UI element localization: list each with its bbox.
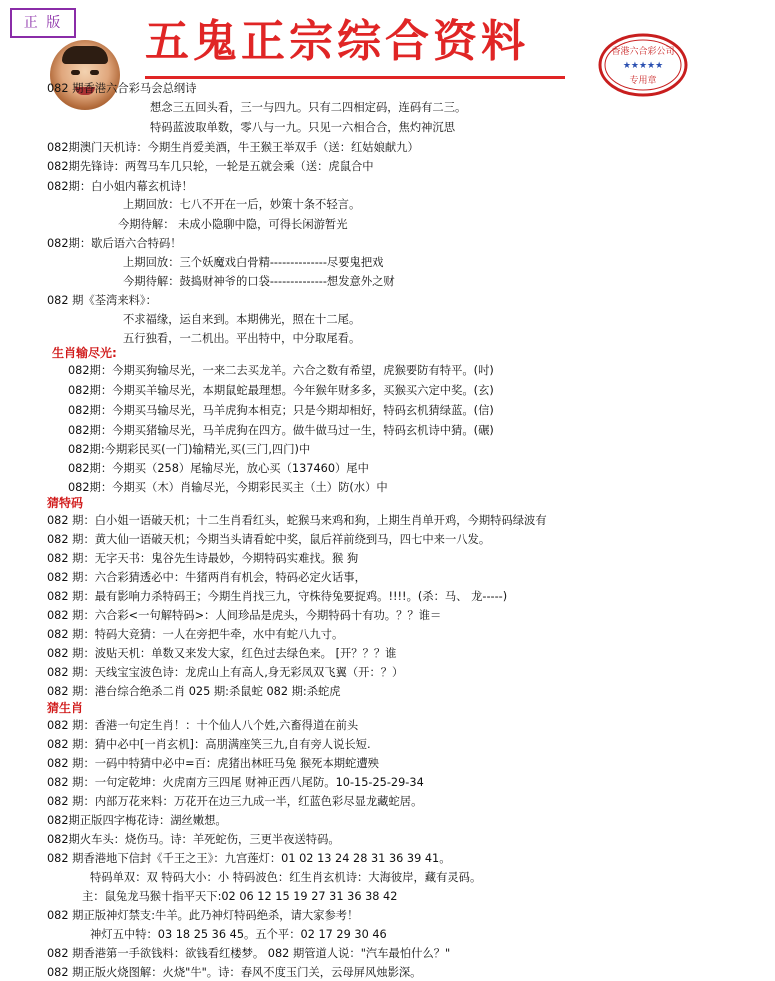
text-line: 082 期：猜中必中[一肖玄机]：高朋满座笑三九,自有旁人说长短.: [47, 738, 371, 751]
portrait-avatar: [50, 40, 120, 110]
seal-stars: ★★★★★: [622, 61, 664, 71]
text-line: 082 期香港第一手欲钱料：欲钱看红楼梦。 082 期管道人说："汽车最怕什么？": [47, 947, 451, 960]
text-line: 082期火车头：烧伤马。诗：羊死蛇伤，三更半夜送特码。: [47, 833, 340, 846]
section-header-guess-zodiac: 猜生肖: [47, 701, 84, 715]
text-line: 082 期：一句定乾坤：火虎南方三四尾 财神正西八尾防。10-15-25-29-34: [47, 776, 424, 789]
text-line: 082期：今期买马输尽光，马羊虎狗本相克；只是今期却相好，特码玄机猜绿蓝。(信): [68, 404, 494, 417]
section-header-guess-number: 猜特码: [47, 496, 84, 510]
version-badge: 正 版: [10, 8, 76, 38]
text-line: 082期：今期买羊输尽光，本期鼠蛇最理想。今年猴年财多多，买猴买六定中奖。(玄): [68, 384, 494, 397]
page-title: 五鬼正宗综合资料: [145, 16, 565, 79]
text-line: 082 期：港台综合绝杀二肖 025 期:杀鼠蛇 082 期:杀蛇虎: [47, 685, 341, 698]
text-line: 082 期香港地下信封《千王之王》：九宫莲灯：01 02 13 24 28 31 36 39 41。: [47, 852, 451, 865]
text-line: 特码蓝波取单数，零八与一九。只见一六相合合，焦灼神沉思: [150, 121, 456, 134]
text-line: 082 期：内部万花来料：万花开在边三九成一半，红蓝色彩尽显龙藏蛇居。: [47, 795, 423, 808]
text-line: 082期：今期买猪输尽光，马羊虎狗在四方。做牛做马过一生，特码玄机诗中猜。(碾): [68, 424, 494, 437]
text-line: 082期：今期买（木）肖输尽光，今期彩民买主（土）防(水）中: [68, 481, 388, 494]
text-line: 082期:今期彩民买(一门)输精光,买(三门,四门)中: [68, 443, 311, 456]
text-line: 082 期《荃湾来料》：: [47, 294, 157, 307]
text-line: 082 期：无字天书：鬼谷先生诗最妙，今期特码实难找。猴 狗: [47, 552, 359, 565]
text-line: 082 期：天线宝宝波色诗：龙虎山上有高人,身无彩凤双飞翼（开：？）: [47, 666, 404, 679]
text-line: 082 期正版神灯禁支:牛羊。此乃神灯特码绝杀，请大家参考！: [47, 909, 359, 922]
text-line: 082 期：香港一句定生肖！：十个仙人八个姓,六畜得道在前头: [47, 719, 359, 732]
text-line: 今期待解：鼓捣财神爷的口袋--------------想发意外之财: [123, 275, 395, 288]
text-line: 082期正版四字梅花诗：湖丝嫩想。: [47, 814, 227, 827]
text-line: 082 期：六合彩<一句解特码>：人间珍品是虎头，今期特码十有功。？？谁＝: [47, 609, 442, 622]
text-line: 082期：歇后语六合特码！: [47, 237, 182, 250]
text-line: 082期：今期买（258）尾输尽光，放心买（137460）尾中: [68, 462, 369, 475]
seal-top-text: 香港六合彩公司: [611, 47, 675, 57]
section-header-zodiac-lose: 生肖输尽光:: [52, 346, 117, 360]
seal-bottom-text: 专用章: [629, 76, 657, 86]
text-line: 082 期：波贴天机：单数又来发大家，红色过去绿色来。 [开？？？谁: [47, 647, 397, 660]
text-line: 082 期正版火烧图解：火烧"牛"。诗：春风不度玉门关，云母屏风烛影深。: [47, 966, 422, 979]
text-line: 今期待解： 未成小隐聊中隐，可得长闲游暂光: [118, 218, 348, 231]
company-seal-stamp: [597, 32, 689, 98]
text-line: 082期：白小姐内幕玄机诗！: [47, 180, 193, 193]
text-line: 082期：今期买狗输尽光，一来二去买龙羊。六合之数有希望，虎猴要防有特平。(吋): [68, 364, 494, 377]
text-line: 上期回放：三个妖魔戏白骨精--------------尽要鬼把戏: [123, 256, 384, 269]
text-line: 082 期：最有影响力杀特码王；今期生肖找三九，守株待兔要捉鸡。!!!!。(杀：马、 龙-----): [47, 590, 508, 603]
text-line: 082 期：六合彩猜透必中：牛猪两肖有机会，特码必定火话事，: [47, 571, 366, 584]
text-line: 主：鼠兔龙马猴十指平天下:02 06 12 15 19 27 31 36 38 42: [82, 890, 398, 903]
text-line: 082期先锋诗：两驾马车几只轮，一轮是五就会乘（送：虎鼠合中: [47, 160, 374, 173]
text-line: 082 期：黄大仙一语破天机；今期当头请看蛇中奖，鼠后祥前绕到马，四七中来一八发。: [47, 533, 491, 546]
text-line: 上期回放：七八不开在一后，妙策十条不轻言。: [123, 198, 361, 211]
text-line: 082 期：特码大竞猜：一人在旁把牛牵，水中有蛇八九寸。: [47, 628, 344, 641]
text-line: 082 期：白小姐一语破天机；十二生肖看红头，蛇猴马来鸡和狗，上期生肖单开鸡，今期特码绿波有: [47, 514, 547, 527]
text-line: 神灯五中特：03 18 25 36 45。五个平：02 17 29 30 46: [90, 928, 387, 941]
text-line: 不求福缘，运自来到。本期佛光，照在十二尾。: [123, 313, 361, 326]
text-line: 082 期香港六合彩马会总纲诗: [47, 82, 197, 95]
text-line: 特码单双：双 特码大小：小 特码波色：红生肖玄机诗：大海彼岸，藏有灵码。: [90, 871, 482, 884]
text-line: 想念三五回头看，三一与四九。只有二四相定码，连码有二三。: [150, 101, 467, 114]
text-line: 五行独看，一二机出。平出特中，中分取尾看。: [123, 332, 361, 345]
text-line: 082 期：一码中特猜中必中=百：虎猪出林旺马兔 猴死本期蛇遭殃: [47, 757, 379, 770]
text-line: 082期澳门天机诗：今期生肖爱美酒，牛王猴王举双手（送：红姑娘献九）: [47, 141, 419, 154]
